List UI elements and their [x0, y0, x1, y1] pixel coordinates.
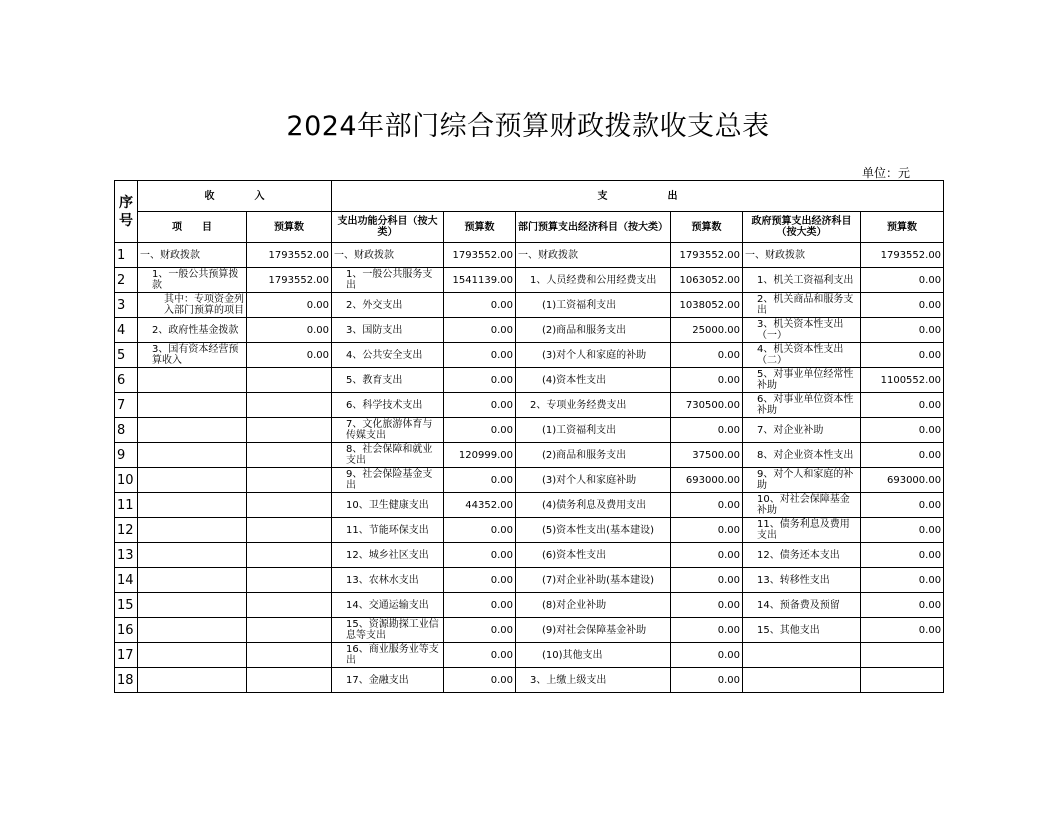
gov-econ-amount: 0.00: [861, 568, 944, 593]
gov-econ-amount: 0.00: [861, 343, 944, 368]
gov-econ-amount: 0.00: [861, 443, 944, 468]
income-amount: [247, 468, 332, 493]
income-amount: [247, 443, 332, 468]
dept-econ-amount: 0.00: [671, 618, 743, 643]
func-amount: 0.00: [444, 368, 516, 393]
gov-econ-item: 3、机关资本性支出（一）: [743, 318, 861, 343]
gov-econ-item: 12、债务还本支出: [743, 543, 861, 568]
header-amount: 预算数: [671, 212, 743, 243]
row-number: 11: [115, 493, 138, 518]
dept-econ-amount: 1038052.00: [671, 293, 743, 318]
func-amount: 0.00: [444, 643, 516, 668]
dept-econ-item: (2)商品和服务支出: [516, 443, 671, 468]
dept-econ-item: 1、人员经费和公用经费支出: [516, 268, 671, 293]
gov-econ-item: 11、债务利息及费用支出: [743, 518, 861, 543]
func-item: 10、卫生健康支出: [332, 493, 444, 518]
dept-econ-item: (1)工资福利支出: [516, 293, 671, 318]
income-amount: [247, 393, 332, 418]
income-amount: [247, 568, 332, 593]
gov-econ-amount: 1793552.00: [861, 243, 944, 268]
func-item: 17、金融支出: [332, 668, 444, 693]
dept-econ-item: (1)工资福利支出: [516, 418, 671, 443]
gov-econ-amount: [861, 643, 944, 668]
gov-econ-item: 9、对个人和家庭的补助: [743, 468, 861, 493]
income-amount: 0.00: [247, 293, 332, 318]
row-number: 9: [115, 443, 138, 468]
func-amount: 0.00: [444, 393, 516, 418]
gov-econ-amount: 0.00: [861, 593, 944, 618]
income-amount: 0.00: [247, 318, 332, 343]
income-amount: [247, 368, 332, 393]
gov-econ-amount: 693000.00: [861, 468, 944, 493]
gov-econ-amount: 0.00: [861, 268, 944, 293]
income-item: 2、政府性基金拨款: [138, 318, 247, 343]
func-item: 14、交通运输支出: [332, 593, 444, 618]
dept-econ-amount: 0.00: [671, 518, 743, 543]
income-amount: 0.00: [247, 343, 332, 368]
func-amount: 0.00: [444, 343, 516, 368]
table-row: [115, 418, 944, 443]
income-item: [138, 568, 247, 593]
income-amount: [247, 543, 332, 568]
gov-econ-item: 一、财政拨款: [743, 243, 861, 268]
dept-econ-amount: 730500.00: [671, 393, 743, 418]
func-amount: 0.00: [444, 543, 516, 568]
table-row: [115, 618, 944, 643]
dept-econ-amount: 0.00: [671, 368, 743, 393]
func-amount: 120999.00: [444, 443, 516, 468]
dept-econ-amount: 0.00: [671, 593, 743, 618]
header-gov-econ: 政府预算支出经济科目（按大类）: [743, 212, 861, 243]
dept-econ-item: (9)对社会保障基金补助: [516, 618, 671, 643]
income-item: [138, 393, 247, 418]
table-row: [115, 643, 944, 668]
row-number: 6: [115, 368, 138, 393]
header-amount: 预算数: [444, 212, 516, 243]
dept-econ-amount: 0.00: [671, 493, 743, 518]
func-amount: 0.00: [444, 668, 516, 693]
func-item: 5、教育支出: [332, 368, 444, 393]
row-number: 5: [115, 343, 138, 368]
row-number: 18: [115, 668, 138, 693]
budget-table: [114, 180, 944, 693]
unit-label: 单位：元: [862, 166, 911, 180]
income-amount: 1793552.00: [247, 268, 332, 293]
dept-econ-item: 3、上缴上级支出: [516, 668, 671, 693]
row-number: 1: [115, 243, 138, 268]
gov-econ-item: [743, 668, 861, 693]
row-number: 15: [115, 593, 138, 618]
dept-econ-item: 一、财政拨款: [516, 243, 671, 268]
dept-econ-amount: 0.00: [671, 418, 743, 443]
table-row: [115, 443, 944, 468]
table-row: [115, 293, 944, 318]
func-item: 13、农林水支出: [332, 568, 444, 593]
dept-econ-item: (7)对企业补助(基本建设): [516, 568, 671, 593]
func-amount: 0.00: [444, 293, 516, 318]
gov-econ-item: 5、对事业单位经常性补助: [743, 368, 861, 393]
income-item: [138, 518, 247, 543]
row-number: 17: [115, 643, 138, 668]
gov-econ-item: 14、预备费及预留: [743, 593, 861, 618]
table-row: [115, 393, 944, 418]
income-item: [138, 468, 247, 493]
gov-econ-amount: [861, 668, 944, 693]
dept-econ-amount: 1793552.00: [671, 243, 743, 268]
table-row: [115, 668, 944, 693]
func-item: 16、商业服务业等支出: [332, 643, 444, 668]
func-amount: 0.00: [444, 568, 516, 593]
row-number: 12: [115, 518, 138, 543]
func-item: 6、科学技术支出: [332, 393, 444, 418]
income-item: 其中：专项资金列入部门预算的项目: [138, 293, 247, 318]
func-item: 11、节能环保支出: [332, 518, 444, 543]
income-amount: [247, 418, 332, 443]
gov-econ-item: 15、其他支出: [743, 618, 861, 643]
table-row: [115, 268, 944, 293]
income-item: [138, 443, 247, 468]
dept-econ-amount: 1063052.00: [671, 268, 743, 293]
income-amount: [247, 643, 332, 668]
gov-econ-item: 6、对事业单位资本性补助: [743, 393, 861, 418]
dept-econ-item: (5)资本性支出(基本建设): [516, 518, 671, 543]
income-amount: [247, 668, 332, 693]
gov-econ-amount: 0.00: [861, 618, 944, 643]
func-item: 15、资源勘探工业信息等支出: [332, 618, 444, 643]
dept-econ-item: (3)对个人和家庭补助: [516, 468, 671, 493]
income-item: 3、国有资本经营预算收入: [138, 343, 247, 368]
table-row: [115, 593, 944, 618]
dept-econ-amount: 0.00: [671, 343, 743, 368]
gov-econ-amount: 0.00: [861, 493, 944, 518]
gov-econ-amount: 0.00: [861, 518, 944, 543]
gov-econ-item: [743, 643, 861, 668]
row-number: 4: [115, 318, 138, 343]
income-item: [138, 668, 247, 693]
dept-econ-item: (10)其他支出: [516, 643, 671, 668]
gov-econ-amount: 0.00: [861, 318, 944, 343]
income-amount: [247, 493, 332, 518]
table-row: [115, 468, 944, 493]
page-title: 2024年部门综合预算财政拨款收支总表: [286, 111, 770, 142]
header-func: 支出功能分科目（按大类）: [332, 212, 444, 243]
gov-econ-amount: 1100552.00: [861, 368, 944, 393]
func-item: 3、国防支出: [332, 318, 444, 343]
dept-econ-amount: 0.00: [671, 543, 743, 568]
dept-econ-item: (3)对个人和家庭的补助: [516, 343, 671, 368]
table-row: [115, 568, 944, 593]
gov-econ-amount: 0.00: [861, 393, 944, 418]
table-row: [115, 243, 944, 268]
header-amount: 预算数: [247, 212, 332, 243]
dept-econ-item: (6)资本性支出: [516, 543, 671, 568]
func-item: 4、公共安全支出: [332, 343, 444, 368]
func-item: 12、城乡社区支出: [332, 543, 444, 568]
gov-econ-amount: 0.00: [861, 543, 944, 568]
income-amount: [247, 593, 332, 618]
header-item: 项 目: [138, 212, 247, 243]
func-item: 9、社会保险基金支出: [332, 468, 444, 493]
gov-econ-amount: 0.00: [861, 293, 944, 318]
header-income: 收 入: [138, 181, 332, 212]
header-amount: 预算数: [861, 212, 944, 243]
income-item: 一、财政拨款: [138, 243, 247, 268]
func-amount: 0.00: [444, 318, 516, 343]
row-number: 13: [115, 543, 138, 568]
gov-econ-item: 2、机关商品和服务支出: [743, 293, 861, 318]
dept-econ-amount: 0.00: [671, 568, 743, 593]
income-item: [138, 493, 247, 518]
func-amount: 0.00: [444, 618, 516, 643]
dept-econ-amount: 25000.00: [671, 318, 743, 343]
row-number: 10: [115, 468, 138, 493]
income-amount: [247, 618, 332, 643]
header-expense: 支 出: [332, 181, 944, 212]
gov-econ-amount: 0.00: [861, 418, 944, 443]
income-amount: 1793552.00: [247, 243, 332, 268]
row-number: 3: [115, 293, 138, 318]
table-row: [115, 368, 944, 393]
func-amount: 1541139.00: [444, 268, 516, 293]
table-row: [115, 493, 944, 518]
dept-econ-amount: 37500.00: [671, 443, 743, 468]
func-amount: 0.00: [444, 518, 516, 543]
dept-econ-item: (8)对企业补助: [516, 593, 671, 618]
table-row: [115, 343, 944, 368]
gov-econ-item: 4、机关资本性支出（二）: [743, 343, 861, 368]
income-amount: [247, 518, 332, 543]
func-item: 7、文化旅游体育与传媒支出: [332, 418, 444, 443]
income-item: [138, 543, 247, 568]
income-item: [138, 418, 247, 443]
row-number: 16: [115, 618, 138, 643]
gov-econ-item: 7、对企业补助: [743, 418, 861, 443]
income-item: 1、一般公共预算拨款: [138, 268, 247, 293]
func-amount: 44352.00: [444, 493, 516, 518]
gov-econ-item: 13、转移性支出: [743, 568, 861, 593]
gov-econ-item: 10、对社会保障基金补助: [743, 493, 861, 518]
row-number: 8: [115, 418, 138, 443]
table-row: [115, 518, 944, 543]
table-row: [115, 543, 944, 568]
func-item: 2、外交支出: [332, 293, 444, 318]
gov-econ-item: 8、对企业资本性支出: [743, 443, 861, 468]
table-body: [115, 243, 944, 693]
func-item: 一、财政拨款: [332, 243, 444, 268]
func-amount: 0.00: [444, 468, 516, 493]
header-seq: 序号: [115, 181, 138, 243]
row-number: 14: [115, 568, 138, 593]
dept-econ-amount: 0.00: [671, 668, 743, 693]
func-amount: 0.00: [444, 418, 516, 443]
dept-econ-amount: 0.00: [671, 643, 743, 668]
row-number: 2: [115, 268, 138, 293]
dept-econ-item: (2)商品和服务支出: [516, 318, 671, 343]
func-amount: 0.00: [444, 593, 516, 618]
dept-econ-amount: 693000.00: [671, 468, 743, 493]
func-amount: 1793552.00: [444, 243, 516, 268]
table-row: [115, 318, 944, 343]
header-dept-econ: 部门预算支出经济科目（按大类）: [516, 212, 671, 243]
income-item: [138, 593, 247, 618]
income-item: [138, 618, 247, 643]
gov-econ-item: 1、机关工资福利支出: [743, 268, 861, 293]
func-item: 1、一般公共服务支出: [332, 268, 444, 293]
row-number: 7: [115, 393, 138, 418]
func-item: 8、社会保障和就业支出: [332, 443, 444, 468]
dept-econ-item: (4)资本性支出: [516, 368, 671, 393]
income-item: [138, 643, 247, 668]
income-item: [138, 368, 247, 393]
dept-econ-item: 2、专项业务经费支出: [516, 393, 671, 418]
dept-econ-item: (4)债务利息及费用支出: [516, 493, 671, 518]
